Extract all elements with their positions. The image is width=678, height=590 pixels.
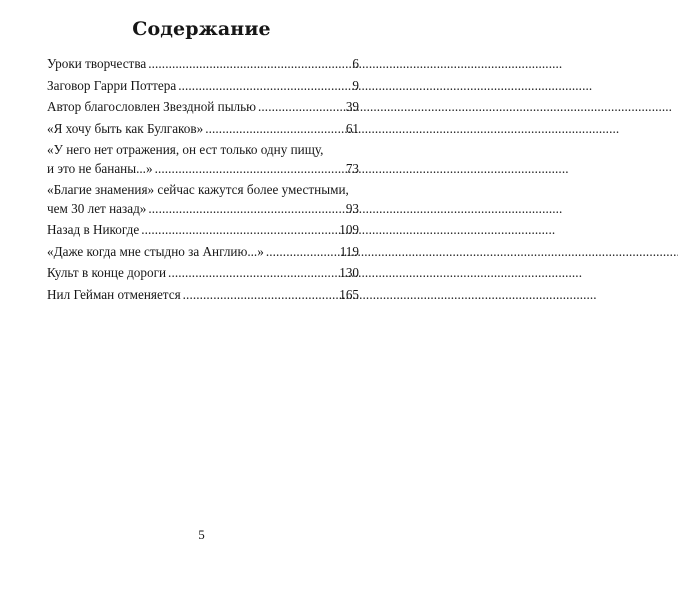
table-of-contents bbox=[47, 55, 359, 307]
toc-entry-title: Культ в конце дороги bbox=[47, 265, 167, 280]
page-number: 5 bbox=[198, 527, 205, 542]
toc-leader-dots bbox=[258, 98, 344, 117]
toc-entry[interactable] bbox=[47, 286, 359, 305]
toc-entry-title: Нил Гейман отменяется bbox=[47, 286, 181, 302]
toc-entry-title: Автор благословлен Звездной пылью bbox=[47, 99, 257, 114]
toc-entry-title: «Я хочу быть как Булгаков» bbox=[47, 120, 204, 136]
toc-entry[interactable] bbox=[47, 221, 359, 240]
toc-entry[interactable] bbox=[47, 77, 359, 96]
toc-entry-page: 9 bbox=[352, 77, 359, 93]
toc-entry-page: 109 bbox=[339, 222, 359, 237]
toc-leader-dots bbox=[266, 243, 338, 262]
toc-entry-title: Уроки творчества bbox=[47, 56, 147, 71]
toc-entry-page: 73 bbox=[345, 160, 359, 176]
toc-entry-page: 39 bbox=[345, 99, 359, 114]
toc-entry[interactable] bbox=[47, 120, 359, 139]
toc-entry-title-line-2: и это не бананы...» bbox=[47, 160, 153, 176]
toc-entry[interactable] bbox=[47, 243, 359, 262]
toc-entry[interactable] bbox=[47, 264, 359, 283]
toc-leader-dots bbox=[155, 160, 344, 179]
toc-entry-title-line-1: «Благие знамения» сейчас кажутся более уместными, bbox=[47, 182, 349, 197]
toc-entry[interactable] bbox=[47, 141, 359, 178]
toc-leader-dots bbox=[168, 264, 337, 283]
toc-entry-title: «Даже когда мне стыдно за Англию...» bbox=[47, 243, 264, 259]
toc-leader-dots bbox=[148, 200, 343, 219]
toc-entry-page: 165 bbox=[339, 286, 359, 302]
toc-leader-dots bbox=[141, 221, 337, 240]
toc-entry-title-line-1: «У него нет отражения, он ест только одну пищу, bbox=[47, 142, 324, 157]
toc-entry-title: Заговор Гарри Поттера bbox=[47, 77, 177, 93]
toc-entry-page: 130 bbox=[339, 265, 359, 280]
toc-entry[interactable] bbox=[47, 55, 359, 74]
toc-entry-page: 6 bbox=[352, 56, 359, 71]
toc-entry-page: 119 bbox=[339, 243, 359, 259]
toc-leader-dots bbox=[205, 120, 344, 139]
toc-entry-page: 61 bbox=[345, 120, 359, 136]
toc-leader-dots bbox=[178, 77, 350, 96]
toc-entry-page: 93 bbox=[345, 200, 359, 216]
toc-leader-dots bbox=[148, 55, 350, 74]
toc-entry-title: Назад в Никогде bbox=[47, 222, 140, 237]
toc-entry[interactable] bbox=[47, 98, 359, 117]
toc-leader-dots bbox=[183, 286, 338, 305]
toc-entry-title-line-2: чем 30 лет назад» bbox=[47, 200, 147, 216]
page-title: Содержание bbox=[132, 18, 271, 40]
toc-entry[interactable] bbox=[47, 181, 359, 218]
